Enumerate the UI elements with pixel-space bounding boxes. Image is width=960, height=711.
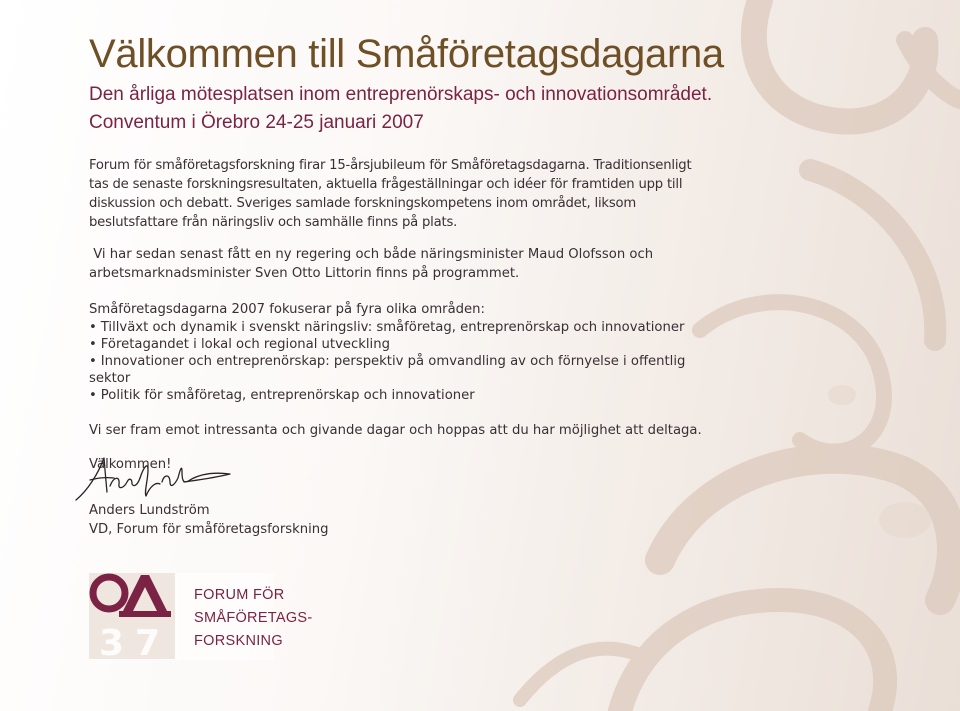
text-line: tas de senaste forskningsresultaten, aktuella frågeställningar och idéer för framtiden upp till [89, 177, 683, 192]
bullet-icon: • [89, 337, 97, 352]
svg-text:7: 7 [135, 623, 161, 660]
focus-areas-list [89, 319, 729, 404]
list-item: • Tillväxt och dynamik i svenskt näringsliv: småföretag, entreprenörskap och innovationer [89, 320, 685, 335]
text-line: beslutsfattare från näringsliv och samhälle finns på plats. [89, 215, 458, 230]
text-line: arbetsmarknadsminister Sven Otto Littorin finns på programmet. [89, 266, 520, 281]
handwritten-signature [74, 452, 234, 508]
page-title: Välkommen till Småföretagsdagarna [89, 32, 724, 76]
text-line: Vi har sedan senast fått en ny regering och både näringsminister Maud Olofsson och [89, 247, 654, 262]
bullet-icon: • [89, 320, 97, 335]
focus-areas-section [89, 300, 729, 404]
signer-name: Anders Lundström [89, 503, 210, 518]
government-paragraph [89, 245, 729, 283]
intro-paragraph [89, 156, 729, 232]
closing-paragraph: Vi ser fram emot intressanta och givande dagar och hoppas att du har möjlighet att deltaga. [89, 423, 702, 438]
list-item: • Politik för småföretag, entreprenörskap och innovationer [89, 388, 475, 403]
subtitle-venue-date: Conventum i Örebro 24-25 januari 2007 [89, 112, 424, 133]
forum-logo [89, 573, 313, 660]
list-item: • Företagandet i lokal och regional utveckling [89, 337, 390, 352]
letter-content [89, 28, 729, 474]
logo-wordmark: FORUM FÖR SMÅFÖRETAGS- FORSKNING [194, 587, 313, 649]
svg-text:3: 3 [99, 623, 125, 660]
bullet-icon: • [89, 354, 97, 369]
focus-areas-intro: Småföretagsdagarna 2007 fokuserar på fyra olika områden: [89, 302, 485, 317]
text-line: Forum för småföretagsforskning firar 15-årsjubileum för Småföretagsdagarna. Traditionsenligt [89, 158, 692, 173]
signer-role: VD, Forum för småföretagsforskning [89, 522, 329, 537]
text-line: diskussion och debatt. Sveriges samlade forskningskompetens inom området, liksom [89, 196, 637, 211]
subtitle-event-tagline: Den årliga mötesplatsen inom entreprenörskaps- och innovationsområdet. [89, 84, 713, 105]
list-item: • Innovationer och entreprenörskap: perspektiv på omvandling av och förnyelse i offentlig sektor [89, 354, 686, 386]
signer-block [89, 501, 329, 539]
bullet-icon: • [89, 388, 97, 403]
welcome-text: Välkommen! [89, 457, 172, 472]
